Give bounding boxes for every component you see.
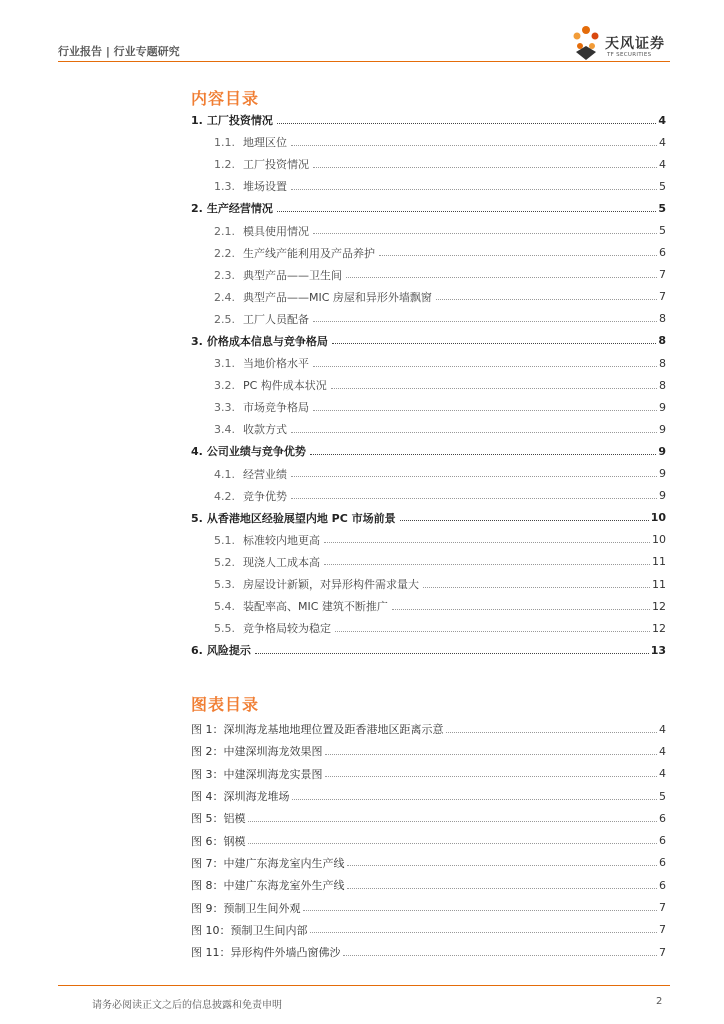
dot-leader bbox=[325, 754, 658, 755]
figure-entry[interactable] bbox=[191, 740, 666, 762]
toc-entry[interactable] bbox=[191, 551, 666, 573]
toc-entry[interactable] bbox=[191, 286, 666, 308]
dot-leader bbox=[331, 388, 657, 389]
toc-entry-text: 装配率高、MIC 建筑不断推广 bbox=[243, 600, 388, 614]
toc-entry-label bbox=[214, 289, 434, 305]
dot-leader bbox=[248, 821, 658, 822]
toc-entry[interactable] bbox=[191, 396, 666, 418]
toc-entry-page: 8 bbox=[659, 312, 666, 326]
toc-entry-page: 6 bbox=[659, 246, 666, 260]
toc-entry[interactable] bbox=[191, 219, 666, 241]
toc-entry-label bbox=[191, 642, 253, 658]
figure-entry-page: 6 bbox=[659, 811, 666, 825]
dot-leader bbox=[291, 498, 657, 499]
figure-entry[interactable] bbox=[191, 874, 666, 896]
toc-entry[interactable] bbox=[191, 131, 666, 153]
toc-entry[interactable] bbox=[191, 330, 666, 352]
figure-entry[interactable] bbox=[191, 763, 666, 785]
toc-entry-page: 9 bbox=[659, 422, 666, 436]
toc-entry-text: 竞争优势 bbox=[243, 489, 287, 503]
toc-entry-page: 9 bbox=[658, 444, 666, 458]
toc-entry-page: 10 bbox=[650, 511, 666, 525]
toc-entry-number: 5.3. bbox=[214, 578, 235, 592]
toc-entry[interactable] bbox=[191, 242, 666, 264]
toc-entry-number: 2.3. bbox=[214, 268, 235, 282]
toc-entry[interactable] bbox=[191, 374, 666, 396]
figure-entry[interactable] bbox=[191, 852, 666, 874]
dot-leader bbox=[248, 843, 658, 844]
figure-entry-label: 图 4：深圳海龙堆场 bbox=[191, 790, 290, 804]
toc-entry-number: 1.2. bbox=[214, 158, 235, 172]
toc-entry-number: 2.4. bbox=[214, 290, 235, 304]
toc-entry-text: 竞争格局较为稳定 bbox=[243, 622, 331, 636]
dot-leader bbox=[303, 910, 658, 911]
toc-entry-page: 12 bbox=[652, 621, 666, 635]
dot-leader bbox=[291, 189, 657, 190]
toc-entry-text: 典型产品——卫生间 bbox=[243, 268, 342, 282]
dot-leader bbox=[343, 955, 658, 956]
dot-leader bbox=[423, 587, 650, 588]
dot-leader bbox=[313, 366, 657, 367]
toc-entry-number: 5.1. bbox=[214, 533, 235, 547]
toc-entry-text: 风险提示 bbox=[206, 644, 251, 658]
toc-entry[interactable] bbox=[191, 153, 666, 175]
dot-leader bbox=[325, 776, 658, 777]
dot-leader bbox=[400, 520, 649, 521]
toc-entry[interactable] bbox=[191, 595, 666, 617]
toc-entry-page: 4 bbox=[659, 135, 666, 149]
toc-entry-page: 5 bbox=[658, 201, 666, 215]
figure-entry-label: 图 8：中建广东海龙室外生产线 bbox=[191, 879, 345, 893]
toc-entry-number: 3.2. bbox=[214, 379, 235, 393]
toc-entry-number: 4. bbox=[191, 445, 203, 459]
toc-entry-label bbox=[214, 576, 421, 592]
dot-leader bbox=[291, 432, 657, 433]
toc-entry-text: 当地价格水平 bbox=[243, 357, 309, 371]
dot-leader bbox=[313, 233, 657, 234]
figure-entry-label: 图 7：中建广东海龙室内生产线 bbox=[191, 856, 345, 870]
figure-entry-page: 4 bbox=[659, 767, 666, 781]
toc-entry-label bbox=[191, 510, 398, 526]
header-divider bbox=[58, 61, 670, 62]
toc-entry-text: 公司业绩与竞争优势 bbox=[206, 445, 306, 459]
dot-leader bbox=[347, 865, 658, 866]
toc-entry-page: 13 bbox=[650, 643, 666, 657]
toc-entry-text: 堆场设置 bbox=[243, 180, 287, 194]
figure-entry-page: 7 bbox=[659, 923, 666, 937]
dot-leader bbox=[346, 277, 657, 278]
dot-leader bbox=[324, 542, 650, 543]
dot-leader bbox=[436, 299, 657, 300]
toc-entry-label bbox=[191, 200, 275, 216]
toc-entry-number: 6. bbox=[191, 644, 203, 658]
figure-entry-page: 6 bbox=[659, 834, 666, 848]
logo-english-name: TF SECURITIES bbox=[607, 52, 652, 58]
figure-entry[interactable] bbox=[191, 896, 666, 918]
figure-entry-label: 图 5：铝模 bbox=[191, 812, 246, 826]
toc-entry[interactable] bbox=[191, 352, 666, 374]
toc-entry-page: 9 bbox=[659, 400, 666, 414]
toc-entry-text: 收款方式 bbox=[243, 423, 287, 437]
toc-entry-text: 工厂人员配备 bbox=[243, 312, 309, 326]
toc-entry-label bbox=[214, 223, 311, 239]
toc-entry-page: 9 bbox=[659, 467, 666, 481]
toc-entry-text: 市场竞争格局 bbox=[243, 401, 309, 415]
dot-leader bbox=[313, 321, 657, 322]
toc-entry-number: 3.3. bbox=[214, 401, 235, 415]
figure-entry[interactable] bbox=[191, 785, 666, 807]
toc-entry[interactable] bbox=[191, 463, 666, 485]
toc-entry-page: 9 bbox=[659, 489, 666, 503]
dot-leader bbox=[324, 564, 650, 565]
toc-entry-text: 地理区位 bbox=[243, 136, 287, 150]
toc-entry-page: 8 bbox=[659, 356, 666, 370]
toc-entry[interactable] bbox=[191, 264, 666, 286]
toc-entry-number: 1.1. bbox=[214, 136, 235, 150]
toc-entry-number: 1.3. bbox=[214, 180, 235, 194]
toc-entry-label bbox=[214, 245, 377, 261]
toc-entry[interactable] bbox=[191, 440, 666, 462]
header-breadcrumb: 行业报告 | 行业专题研究 bbox=[58, 45, 180, 58]
dot-leader bbox=[379, 255, 657, 256]
toc-entry-label bbox=[191, 443, 308, 459]
toc-entry-number: 1. bbox=[191, 114, 203, 128]
toc-entry-label bbox=[214, 311, 311, 327]
logo-chinese-name: 天风证券 bbox=[605, 36, 665, 52]
toc-entry[interactable] bbox=[191, 175, 666, 197]
figure-entry-page: 6 bbox=[659, 856, 666, 870]
figure-entry-label: 图 3：中建深圳海龙实景图 bbox=[191, 767, 323, 781]
toc-entry-page: 8 bbox=[658, 334, 666, 348]
toc-entry-number: 4.1. bbox=[214, 467, 235, 481]
toc-entry-text: 工厂投资情况 bbox=[206, 114, 273, 128]
toc-entry-page: 12 bbox=[652, 599, 666, 613]
dot-leader bbox=[313, 167, 657, 168]
toc-entry-label bbox=[214, 620, 333, 636]
toc-entry-number: 5. bbox=[191, 511, 203, 525]
figure-entry-page: 4 bbox=[659, 722, 666, 736]
toc-entry[interactable] bbox=[191, 109, 666, 131]
toc-entry-label bbox=[191, 112, 275, 128]
footer-divider bbox=[58, 985, 670, 986]
dot-leader bbox=[291, 476, 657, 477]
toc-entry[interactable] bbox=[191, 418, 666, 440]
toc-entry-page: 7 bbox=[659, 290, 666, 304]
toc-entry[interactable] bbox=[191, 529, 666, 551]
figure-entry-page: 7 bbox=[659, 945, 666, 959]
figure-entry-label: 图 9：预制卫生间外观 bbox=[191, 901, 301, 915]
dot-leader bbox=[255, 653, 649, 654]
figures-title: 图表目录 bbox=[191, 695, 260, 714]
dot-leader bbox=[310, 932, 658, 933]
toc-entry[interactable] bbox=[191, 639, 666, 661]
toc-entry-number: 3. bbox=[191, 334, 203, 348]
toc-entry-label bbox=[191, 333, 330, 349]
figure-entry-label: 图 11：异形构件外墙凸窗佛沙 bbox=[191, 946, 341, 960]
toc-entry-page: 10 bbox=[652, 533, 666, 547]
dot-leader bbox=[335, 631, 650, 632]
figure-entry-label: 图 6：钢模 bbox=[191, 834, 246, 848]
page-header bbox=[0, 0, 724, 62]
dot-leader bbox=[392, 609, 650, 610]
toc-entry-text: 现浇人工成本高 bbox=[243, 555, 320, 569]
figure-entry-page: 5 bbox=[659, 789, 666, 803]
toc-entry-text: 房屋设计新颖，对异形构件需求量大 bbox=[243, 578, 419, 592]
toc-entry-page: 5 bbox=[659, 179, 666, 193]
toc-entry-text: 模具使用情况 bbox=[243, 224, 309, 238]
toc-entry-label bbox=[214, 488, 289, 504]
toc-entry-text: 典型产品——MIC 房屋和异形外墙飘窗 bbox=[243, 290, 432, 304]
dot-leader bbox=[446, 732, 658, 733]
figure-entry[interactable] bbox=[191, 919, 666, 941]
toc-entry-text: 标准较内地更高 bbox=[243, 533, 320, 547]
page-number: 2 bbox=[656, 996, 663, 1007]
tf-securities-logo bbox=[568, 22, 678, 62]
toc-entry-text: 工厂投资情况 bbox=[243, 158, 309, 172]
toc-entry-label bbox=[214, 178, 289, 194]
table-of-contents bbox=[191, 109, 666, 661]
toc-entry-number: 3.4. bbox=[214, 423, 235, 437]
dot-leader bbox=[291, 145, 657, 146]
toc-entry-text: 经营业绩 bbox=[243, 467, 287, 481]
toc-entry-text: 生产经营情况 bbox=[206, 202, 273, 216]
figure-entry-label: 图 10：预制卫生间内部 bbox=[191, 923, 308, 937]
toc-entry-page: 4 bbox=[658, 113, 666, 127]
toc-entry[interactable] bbox=[191, 197, 666, 219]
toc-entry-label bbox=[214, 355, 311, 371]
toc-entry-number: 2. bbox=[191, 202, 203, 216]
toc-entry-page: 5 bbox=[659, 224, 666, 238]
toc-entry-number: 2.1. bbox=[214, 224, 235, 238]
toc-entry-label bbox=[214, 466, 289, 482]
toc-entry-label bbox=[214, 134, 289, 150]
dot-leader bbox=[277, 123, 657, 124]
figure-entry-page: 6 bbox=[659, 878, 666, 892]
toc-entry-page: 11 bbox=[652, 577, 666, 591]
figure-entry-label: 图 2：中建深圳海龙效果图 bbox=[191, 745, 323, 759]
dot-leader bbox=[310, 454, 657, 455]
figure-entry-page: 7 bbox=[659, 901, 666, 915]
toc-entry-number: 5.5. bbox=[214, 622, 235, 636]
toc-entry-number: 2.2. bbox=[214, 246, 235, 260]
toc-entry-label bbox=[214, 532, 322, 548]
figure-list bbox=[191, 718, 666, 963]
figure-entry-page: 4 bbox=[659, 744, 666, 758]
toc-entry-number: 5.4. bbox=[214, 600, 235, 614]
toc-entry-page: 4 bbox=[659, 157, 666, 171]
dot-leader bbox=[313, 410, 657, 411]
toc-entry[interactable] bbox=[191, 308, 666, 330]
toc-entry-label bbox=[214, 267, 344, 283]
toc-title: 内容目录 bbox=[191, 89, 260, 108]
toc-entry-number: 2.5. bbox=[214, 312, 235, 326]
toc-entry-text: 从香港地区经验展望内地 PC 市场前景 bbox=[206, 511, 396, 525]
dot-leader bbox=[332, 343, 657, 344]
dot-leader bbox=[277, 211, 657, 212]
toc-entry-label bbox=[214, 156, 311, 172]
figure-entry[interactable] bbox=[191, 718, 666, 740]
toc-entry-text: PC 构件成本状况 bbox=[243, 379, 327, 393]
toc-entry-page: 7 bbox=[659, 268, 666, 282]
toc-entry[interactable] bbox=[191, 485, 666, 507]
flower-logo-icon bbox=[568, 22, 604, 62]
toc-entry[interactable] bbox=[191, 573, 666, 595]
figure-entry[interactable] bbox=[191, 941, 666, 963]
figure-entry[interactable] bbox=[191, 807, 666, 829]
toc-entry-text: 价格成本信息与竞争格局 bbox=[206, 334, 328, 348]
dot-leader bbox=[292, 799, 658, 800]
toc-entry-text: 生产线产能利用及产品养护 bbox=[243, 246, 375, 260]
toc-entry-number: 4.2. bbox=[214, 489, 235, 503]
toc-entry-page: 8 bbox=[659, 378, 666, 392]
toc-entry-label bbox=[214, 377, 329, 393]
figure-entry[interactable] bbox=[191, 829, 666, 851]
toc-entry[interactable] bbox=[191, 507, 666, 529]
toc-entry[interactable] bbox=[191, 617, 666, 639]
toc-entry-label bbox=[214, 421, 289, 437]
toc-entry-page: 11 bbox=[652, 555, 666, 569]
dot-leader bbox=[347, 888, 658, 889]
footer-disclaimer: 请务必阅读正文之后的信息披露和免责申明 bbox=[92, 1000, 282, 1011]
toc-entry-label bbox=[214, 598, 390, 614]
toc-entry-number: 3.1. bbox=[214, 357, 235, 371]
toc-entry-label bbox=[214, 399, 311, 415]
figure-entry-label: 图 1：深圳海龙基地地理位置及距香港地区距离示意 bbox=[191, 723, 444, 737]
toc-entry-label bbox=[214, 554, 322, 570]
toc-entry-number: 5.2. bbox=[214, 555, 235, 569]
